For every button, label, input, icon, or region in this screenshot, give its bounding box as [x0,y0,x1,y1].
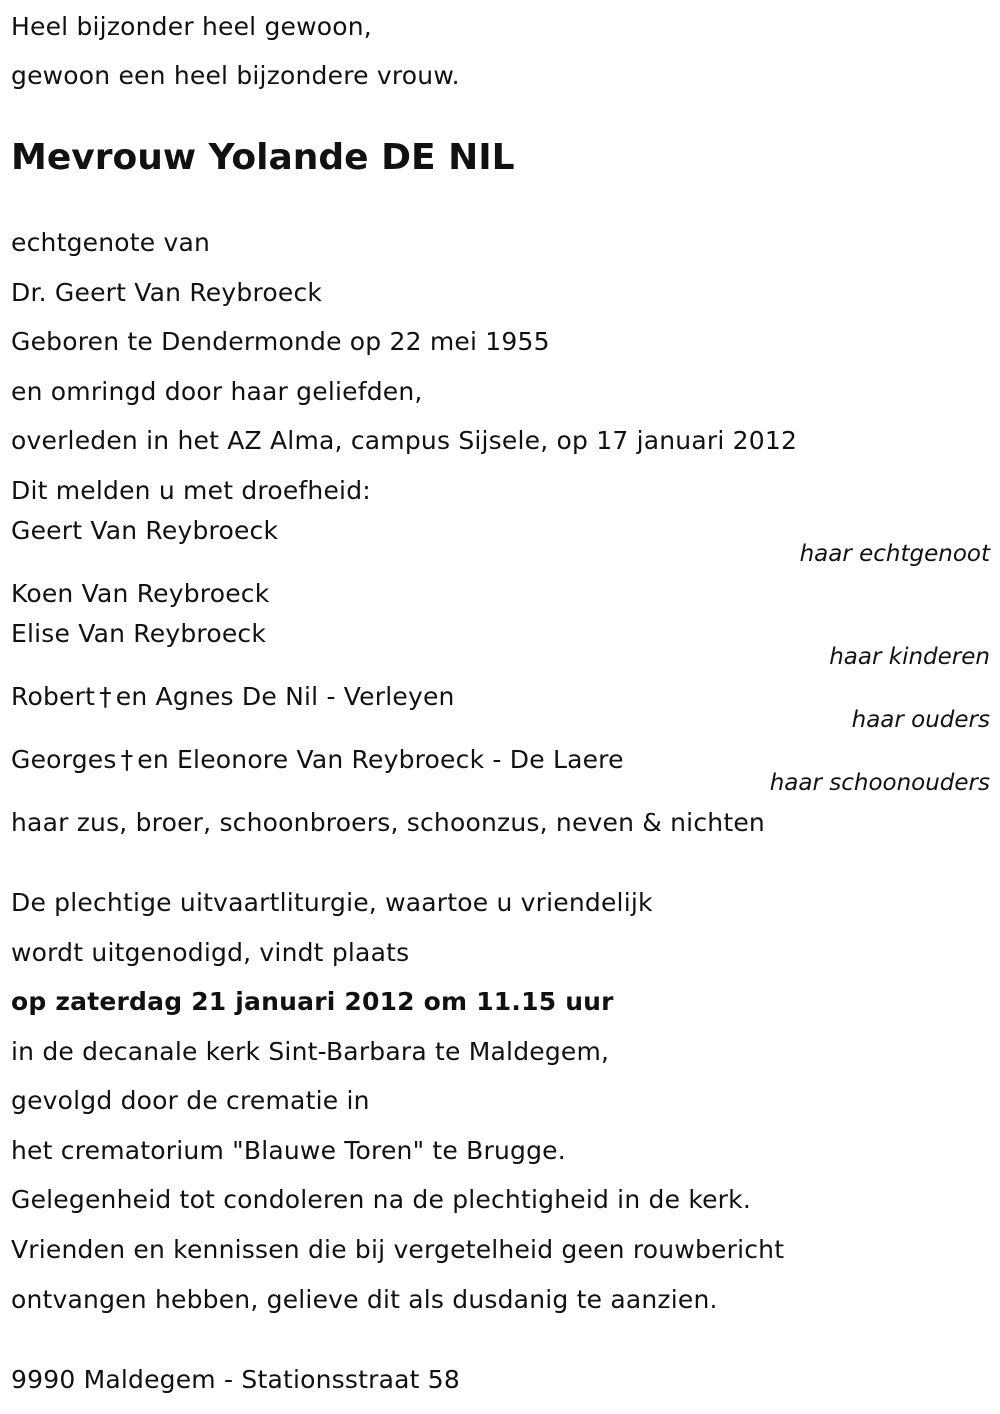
mourner-family: haar zus, broer, schoonbroers, schoonzus, neven & nichten [11,808,765,837]
funeral-line-3: in de decanale kerk Sint-Barbara te Maldegem, [11,1037,610,1066]
mourner-parents [11,682,455,712]
funeral-line-1: De plechtige uitvaartliturgie, waartoe u vriendelijk [11,888,653,917]
role-children: haar kinderen [829,644,990,670]
funeral-line-8: ontvangen hebben, gelieve dit als dusdanig te aanzien. [11,1285,718,1314]
surrounded-line: en omringd door haar geliefden, [11,377,423,406]
intro-line-2: gewoon een heel bijzondere vrouw. [11,61,460,90]
deceased-name: Mevrouw Yolande DE NIL [11,137,515,178]
funeral-date: op zaterdag 21 januari 2012 om 11.15 uur [11,987,614,1016]
role-parents: haar ouders [851,707,990,733]
role-inlaws: haar schoonouders [769,770,990,796]
funeral-line-2: wordt uitgenodigd, vindt plaats [11,938,410,967]
birth-line: Geboren te Dendermonde op 22 mei 1955 [11,327,550,356]
death-line: overleden in het AZ Alma, campus Sijsele, op 17 januari 2012 [11,426,798,455]
parents-rest: en Agnes De Nil - Verleyen [115,682,455,711]
cross-icon: † [120,745,134,774]
mourner-child-1: Koen Van Reybroeck [11,579,270,608]
spouse-name: Dr. Geert Van Reybroeck [11,278,323,307]
funeral-line-6: Gelegenheid tot condoleren na de plechtigheid in de kerk. [11,1185,751,1214]
mourner-inlaws [11,745,624,775]
cross-icon: † [99,682,112,711]
intro-line-1: Heel bijzonder heel gewoon, [11,12,372,41]
funeral-line-4: gevolgd door de crematie in [11,1086,370,1115]
address-line: 9990 Maldegem - Stationsstraat 58 [11,1365,460,1394]
mourner-child-2: Elise Van Reybroeck [11,619,267,648]
inlaws-father: Georges [11,745,117,774]
spouse-label: echtgenote van [11,228,211,257]
role-husband: haar echtgenoot [799,541,990,567]
inlaws-rest: en Eleonore Van Reybroeck - De Laere [137,745,624,774]
funeral-line-7: Vrienden en kennissen die bij vergetelheid geen rouwbericht [11,1235,785,1264]
funeral-line-5: het crematorium "Blauwe Toren" te Brugge. [11,1136,566,1165]
parents-father: Robert [11,682,96,711]
mourner-husband: Geert Van Reybroeck [11,516,279,545]
mourners-intro: Dit melden u met droefheid: [11,476,371,505]
